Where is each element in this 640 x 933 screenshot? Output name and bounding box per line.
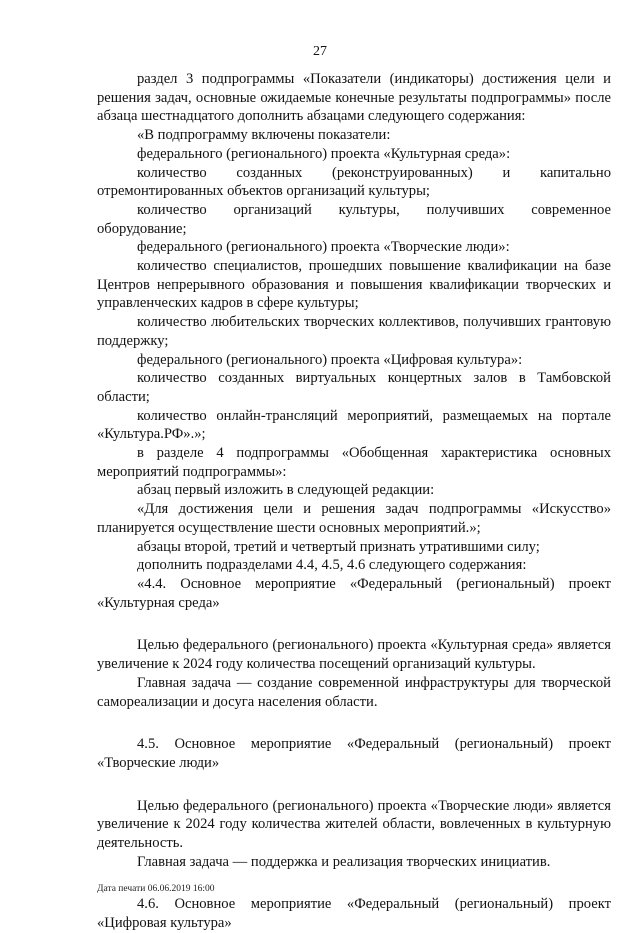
spacer — [97, 711, 611, 735]
paragraph: федерального (регионального) проекта «Творческие люди»: — [137, 239, 510, 256]
paragraph: дополнить подразделами 4.4, 4.5, 4.6 следующего содержания: — [137, 557, 527, 574]
paragraph: количество специалистов, прошедших повышение квалификации на базе Центров непрерывного образования и повышения квалификации творческих и управленческих кадров в сфере культуры; — [97, 258, 611, 312]
spacer — [97, 773, 611, 797]
paragraph: раздел 3 подпрограммы «Показатели (индикаторы) достижения цели и решения задач, основные ожидаемые конечные результаты подпрограммы» после абзаца шестнадцатого дополнить абзацами следующего содержания: — [97, 71, 611, 125]
paragraph: Целью федерального (регионального) проекта «Творческие люди» является увеличение к 2024 году количества жителей области, вовлеченных в культурную деятельность. — [97, 797, 611, 852]
paragraph: абзац первый изложить в следующей редакции: — [137, 482, 435, 499]
spacer — [97, 612, 611, 636]
document-body — [97, 70, 611, 933]
paragraph: количество организаций культуры, получивших современное оборудование; — [97, 201, 611, 237]
paragraph: Целью федерального (регионального) проекта «Культурная среда» является увеличение к 2024 году количества посещений организаций культуры. — [97, 637, 611, 673]
paragraph: абзацы второй, третий и четвертый признать утратившими силу; — [137, 538, 540, 555]
section-heading-4-6: 4.6. Основное мероприятие «Федеральный (региональный) проект «Цифровая культура» — [97, 896, 611, 932]
paragraph: «Для достижения цели и решения задач подпрограммы «Искусство» планируется осуществление шести основных мероприятий.»; — [97, 501, 611, 536]
page-number: 27 — [313, 44, 327, 59]
paragraph: федерального (регионального) проекта «Культурная среда»: — [137, 145, 511, 162]
paragraph: количество созданных виртуальных концертных залов в Тамбовской области; — [97, 370, 611, 405]
paragraph: Главная задача — создание современной инфраструктуры для творческой самореализации и досуга населения области. — [97, 674, 611, 710]
paragraph: количество созданных (реконструированных) и капитально отремонтированных объектов организаций культуры; — [97, 164, 611, 200]
paragraph: федерального (регионального) проекта «Цифровая культура»: — [137, 351, 523, 368]
paragraph: «В подпрограмму включены показатели: — [137, 127, 391, 144]
print-date-footer: Дата печати 06.06.2019 16:00 — [97, 884, 215, 894]
paragraph: количество онлайн-трансляций мероприятий, размещаемых на портале «Культура.РФ».»; — [97, 407, 611, 443]
section-heading-4-5: 4.5. Основное мероприятие «Федеральный (региональный) проект «Творческие люди» — [97, 736, 611, 771]
paragraph: в разделе 4 подпрограммы «Обобщенная характеристика основных мероприятий подпрограммы»: — [97, 445, 611, 480]
section-heading-4-4: «4.4. Основное мероприятие «Федеральный (региональный) проект «Культурная среда» — [97, 575, 611, 611]
paragraph: количество любительских творческих коллективов, получивших грантовую поддержку; — [97, 314, 611, 349]
paragraph: Главная задача — поддержка и реализация творческих инициатив. — [137, 853, 551, 870]
